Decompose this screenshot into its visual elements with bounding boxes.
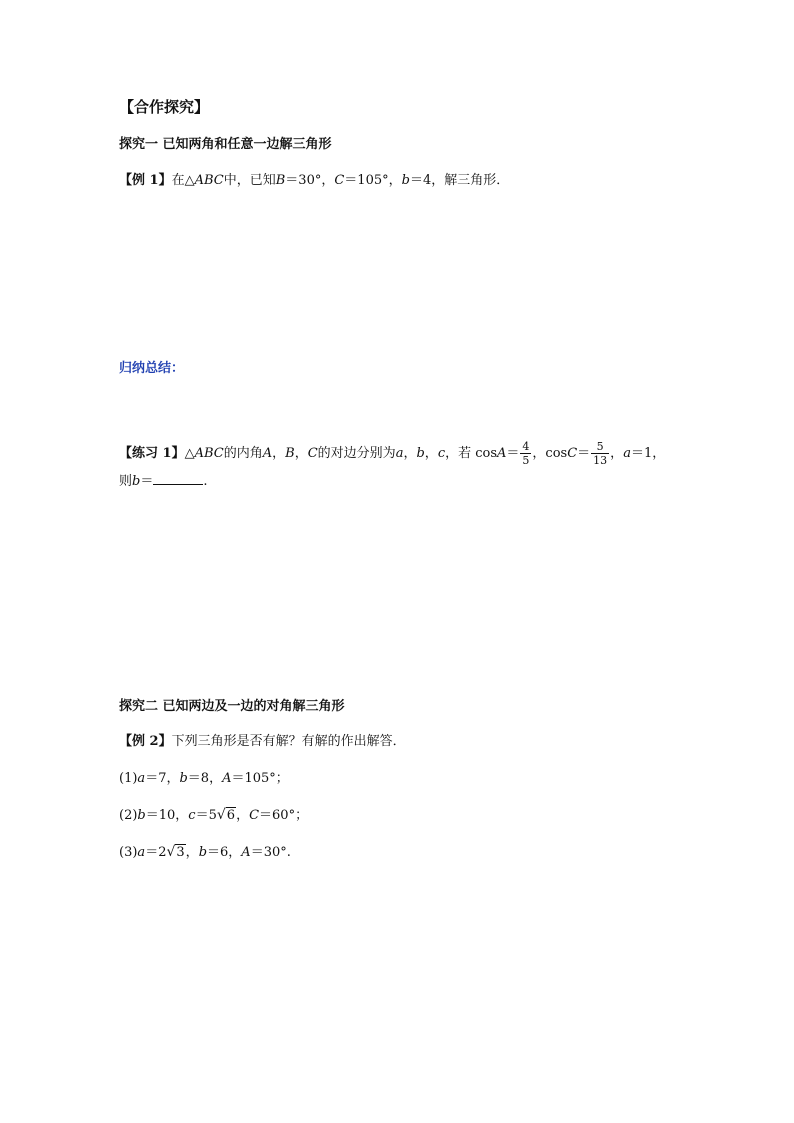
example1-tag: 【例 1】	[119, 173, 172, 188]
explore2-title: 探究二 已知两边及一边的对角解三角形	[119, 699, 345, 714]
summary-label: 归纳总结：	[119, 361, 185, 376]
section-title: 【合作探究】	[119, 98, 210, 116]
sqrt-3: √3	[166, 844, 185, 860]
explore1-title: 探究一 已知两角和任意一边解三角形	[119, 137, 332, 152]
answer-blank	[153, 472, 203, 485]
sqrt-6: √6	[216, 807, 236, 823]
example2-tag: 【例 2】	[119, 734, 172, 749]
example2-item-2: (2)b＝10，c＝5√6，C＝60°；	[119, 807, 309, 823]
example2-item-1: (1)a＝7，b＝8，A＝105°；	[119, 771, 289, 786]
fraction-5-13: $\frac{5}{13}$	[593, 440, 608, 467]
fraction-4-5: $\frac{4}{5}$	[522, 440, 530, 467]
example1: 【例 1】在△ABC中，已知B＝30°，C＝105°，b＝4，解三角形．	[119, 173, 510, 188]
practice1-line1: 【练习 1】△ABC的内角A，B，C的对边分别为a，b，c，若 cosA＝ $\frac{4}{5}$ ，cosC＝ $\frac{5}{13}$ ，a＝1，	[119, 440, 666, 467]
example2-item-3: (3)a＝2√3，b＝6，A＝30°.	[119, 844, 291, 860]
practice1-line2: 则b＝ .	[119, 474, 208, 489]
example2: 【例 2】下列三角形是否有解？有解的作出解答．	[119, 734, 406, 749]
practice1-tag: 【练习 1】	[119, 446, 185, 461]
